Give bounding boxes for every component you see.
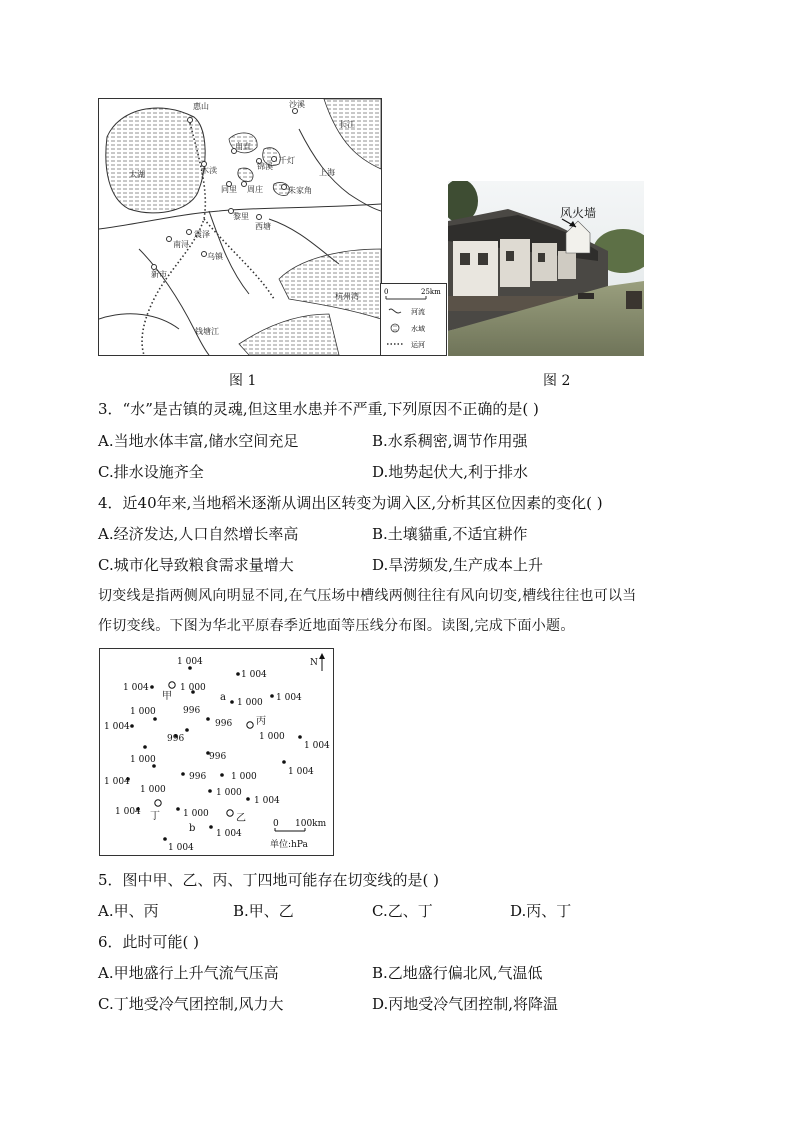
north-label: N xyxy=(310,658,318,668)
q4-stem: 4．近40年来,当地稻米逐渐从调出区转变为调入区,分析其区位因素的变化( ) xyxy=(98,494,603,512)
figure1-map xyxy=(98,98,382,356)
label-xinshi: 新市 xyxy=(151,270,167,279)
value-1000: 1 000 xyxy=(130,707,156,717)
q3-option-c[interactable]: C.排水设施齐全 xyxy=(98,463,204,481)
value-996: 996 xyxy=(215,719,233,729)
q6-stem: 6．此时可能( ) xyxy=(98,933,200,951)
q3-option-a[interactable]: A.当地水体丰富,储水空间充足 xyxy=(98,432,299,450)
q6-option-b[interactable]: B.乙地盛行偏北风,气温低 xyxy=(372,964,543,982)
legend-canal: 运河 xyxy=(411,341,425,349)
value-1004: 1 004 xyxy=(168,843,194,853)
label-shaxi: 沙溪 xyxy=(289,100,305,109)
figure1-caption: 图 1 xyxy=(229,373,257,389)
label-zhenze: 震泽 xyxy=(194,230,210,239)
figure2-label: 风火墙 xyxy=(560,206,597,220)
q6-option-c[interactable]: C.丁地受冷气团控制,风力大 xyxy=(98,995,284,1013)
value-1004: 1 004 xyxy=(276,693,302,703)
q4-option-a[interactable]: A.经济发达,人口自然增长率高 xyxy=(98,525,299,543)
label-tongli: 同里 xyxy=(221,185,237,194)
scale-label: 100km xyxy=(295,819,327,829)
point-ding-label: 丁 xyxy=(150,811,160,822)
label-qiantangjiang: 钱塘江 xyxy=(195,327,219,336)
figure2-caption: 图 2 xyxy=(543,373,571,389)
value-1004: 1 004 xyxy=(104,777,130,787)
value-1004: 1 004 xyxy=(115,807,141,817)
label-xitang: 西塘 xyxy=(255,222,271,231)
legend-scale-zero: 0 xyxy=(384,288,389,296)
value-1000: 1 000 xyxy=(259,732,285,742)
label-wuzhen: 乌镇 xyxy=(207,252,223,261)
q5-option-c[interactable]: C.乙、丁 xyxy=(372,902,433,920)
label-luzhi: 甪直 xyxy=(235,142,251,151)
figure2-photo xyxy=(448,181,644,356)
intro-line-2: 作切变线。下图为华北平原春季近地面等压线分布图。读图,完成下面小题。 xyxy=(98,618,575,634)
value-1000: 1 000 xyxy=(231,772,257,782)
value-1004: 1 004 xyxy=(241,670,267,680)
q5-option-a[interactable]: A.甲、丙 xyxy=(98,902,159,920)
value-1004: 1 004 xyxy=(123,683,149,693)
label-shanghai: 上海 xyxy=(319,168,335,177)
figure1-svg xyxy=(99,99,381,355)
point-yi-label: 乙 xyxy=(236,813,246,824)
value-1000: 1 000 xyxy=(216,788,242,798)
value-1000: 1 000 xyxy=(183,809,209,819)
value-996: 996 xyxy=(189,772,207,782)
label-jinxi: 锦溪 xyxy=(257,162,273,171)
q5-option-b[interactable]: B.甲、乙 xyxy=(233,902,294,920)
label-changjiang: 长江 xyxy=(339,120,355,129)
value-996: 996 xyxy=(167,734,185,744)
value-1004: 1 004 xyxy=(216,829,242,839)
point-bing-marker xyxy=(247,722,253,728)
value-1000: 1 000 xyxy=(180,683,206,693)
value-1004: 1 004 xyxy=(254,796,280,806)
value-996: 996 xyxy=(183,706,201,716)
water-symbol xyxy=(391,324,399,332)
q4-option-c[interactable]: C.城市化导致粮食需求量增大 xyxy=(98,556,294,574)
point-b-label: b xyxy=(189,823,196,834)
q5-option-d[interactable]: D.丙、丁 xyxy=(510,902,572,920)
isobar-map xyxy=(99,648,334,856)
value-1000: 1 000 xyxy=(237,698,263,708)
point-a-label: a xyxy=(220,692,226,703)
label-taihu: 太湖 xyxy=(129,170,145,179)
point-bing-label: 丙 xyxy=(256,716,266,727)
value-1004: 1 004 xyxy=(304,741,330,751)
label-mudu: 木渎 xyxy=(201,166,217,175)
value-1004: 1 004 xyxy=(288,767,314,777)
point-ding-marker xyxy=(155,800,161,806)
q3-option-b[interactable]: B.水系稠密,调节作用强 xyxy=(372,432,528,450)
figure1-legend xyxy=(380,283,447,356)
label-nanxun: 南浔 xyxy=(173,240,189,249)
intro-line-1: 切变线是指两侧风向明显不同,在气压场中槽线两侧往往有风向切变,槽线往往也可以当 xyxy=(98,588,637,604)
legend-scale: 25km xyxy=(421,288,441,296)
q4-option-b[interactable]: B.土壤貓重,不适宜耕作 xyxy=(372,525,528,543)
point-jia-marker xyxy=(169,682,175,688)
point-yi-marker xyxy=(227,810,233,816)
label-zhouzhuang: 周庄 xyxy=(247,185,263,194)
point-jia-label: 甲 xyxy=(162,691,172,702)
value-1004: 1 004 xyxy=(104,722,130,732)
label-qiandeng: 千灯 xyxy=(279,156,295,165)
value-1004: 1 004 xyxy=(177,657,203,667)
unit-label: 单位:hPa xyxy=(270,840,308,850)
label-hangzhouwan: 杭州湾 xyxy=(335,292,359,301)
river-symbol xyxy=(389,309,401,313)
legend-river: 河流 xyxy=(411,308,425,316)
value-1000: 1 000 xyxy=(130,755,156,765)
q5-stem: 5．图中甲、乙、丙、丁四地可能存在切变线的是( ) xyxy=(98,871,440,889)
q4-option-d[interactable]: D.旱涝频发,生产成本上升 xyxy=(372,556,544,574)
label-zhujiajiao: 朱家角 xyxy=(288,186,312,195)
label-lili: 黎里 xyxy=(233,212,249,221)
q3-option-d[interactable]: D.地势起伏大,利于排水 xyxy=(372,463,529,481)
q3-stem: 3．“水”是古镇的灵魂,但这里水患并不严重,下列原因不正确的是( ) xyxy=(98,400,539,418)
value-996: 996 xyxy=(209,752,227,762)
q6-option-a[interactable]: A.甲地盛行上升气流气压高 xyxy=(98,964,279,982)
q6-option-d[interactable]: D.丙地受冷气团控制,将降温 xyxy=(372,995,559,1013)
legend-water: 水域 xyxy=(411,325,425,333)
label-huishan: 惠山 xyxy=(193,102,209,111)
value-1000: 1 000 xyxy=(140,785,166,795)
scale-zero: 0 xyxy=(273,819,279,829)
